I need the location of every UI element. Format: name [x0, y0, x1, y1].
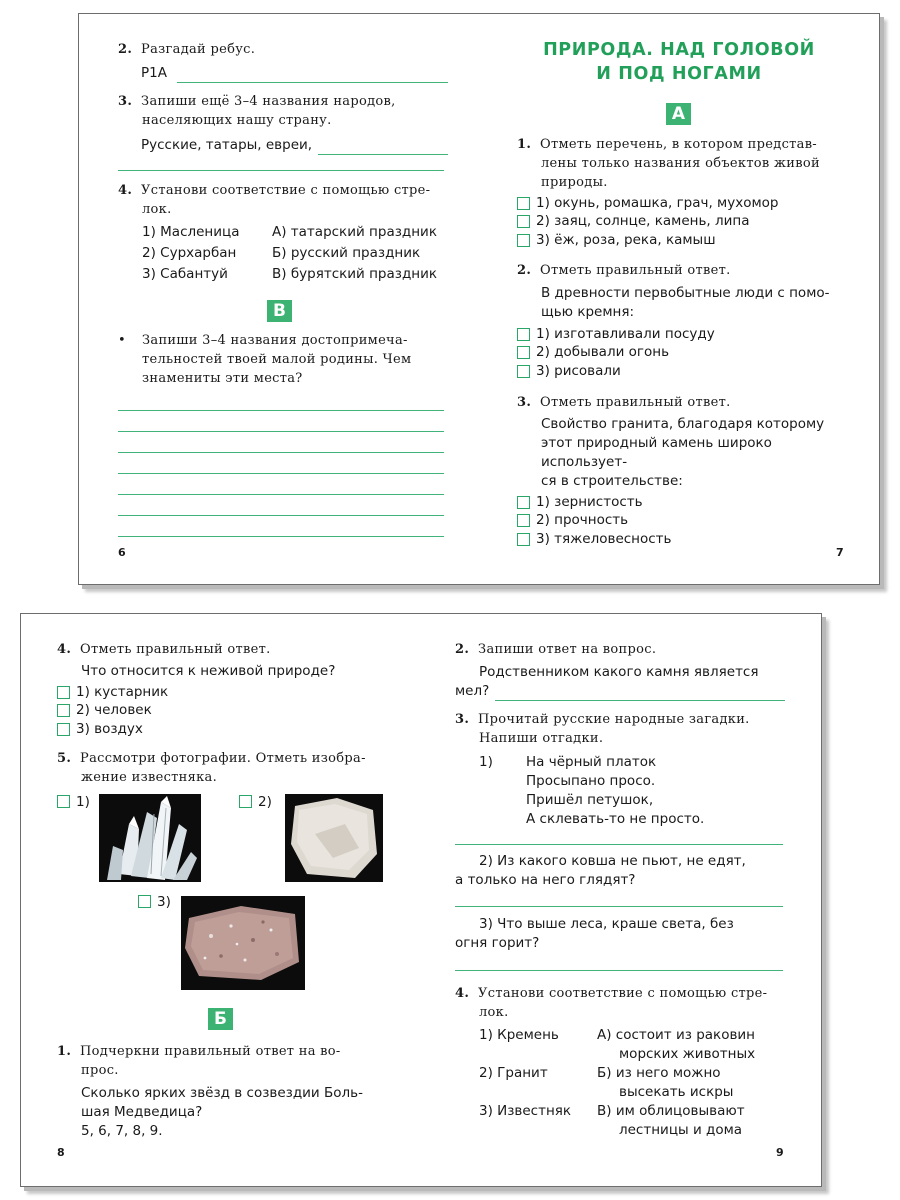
- top-spread: [78, 13, 880, 585]
- match-right-line: А) состоит из раковин: [597, 1027, 756, 1043]
- question-text: лены только названия объектов живой: [541, 156, 820, 171]
- option-label: 2): [258, 794, 272, 810]
- section-badge-a: А: [666, 103, 691, 125]
- question-text: тельностей твоей малой родины. Чем: [142, 352, 412, 367]
- question-text: шая Медведица?: [81, 1104, 203, 1120]
- question-4: [455, 984, 790, 1140]
- checkbox[interactable]: [138, 895, 151, 908]
- match-right-item: В) бурятский праздник: [272, 266, 438, 282]
- question-2: [517, 261, 847, 381]
- question-2: [455, 640, 785, 701]
- option-label: 2) заяц, солнце, камень, липа: [536, 213, 750, 230]
- option-row[interactable]: [57, 720, 387, 739]
- option-row[interactable]: [57, 683, 387, 702]
- question-number: 4.: [57, 642, 72, 657]
- match-left-item: 1) Масленица: [142, 224, 240, 240]
- checkbox[interactable]: [57, 795, 70, 808]
- question-5: [57, 749, 387, 787]
- question-1: [517, 135, 847, 250]
- answer-line[interactable]: [118, 473, 444, 474]
- question-text: Рассмотри фотографии. Отметь изобра-: [80, 751, 366, 766]
- match-left-item: 3) Известняк: [479, 1103, 572, 1119]
- question-text: ся в строительстве:: [541, 473, 683, 489]
- question-number: 4.: [118, 183, 133, 198]
- riddle-1: [526, 753, 704, 829]
- question-text: Что относится к неживой природе?: [81, 663, 336, 679]
- option-label: 3) рисовали: [536, 362, 621, 379]
- answer-line[interactable]: [118, 494, 444, 495]
- checkbox[interactable]: [517, 514, 530, 527]
- option-label: 1) изготавливали посуду: [536, 325, 715, 342]
- question-3: [118, 92, 448, 155]
- question-2: [118, 40, 448, 83]
- question-text: природы.: [541, 175, 608, 190]
- answer-line[interactable]: [118, 410, 444, 411]
- answer-line[interactable]: [455, 970, 783, 971]
- riddle-line: огня горит?: [455, 935, 540, 951]
- option-row[interactable]: [517, 362, 847, 381]
- question-number: 2.: [118, 42, 133, 57]
- checkbox[interactable]: [517, 197, 530, 210]
- page-9: [421, 614, 821, 1186]
- match-right-line: В) им облицовывают: [597, 1103, 745, 1119]
- question-text: прос.: [81, 1063, 119, 1078]
- bullet-icon: •: [118, 333, 126, 348]
- checkbox[interactable]: [517, 365, 530, 378]
- granite-photo: [181, 896, 305, 990]
- question-text: лок.: [142, 202, 172, 217]
- question-text: этот природный камень широко использует-: [541, 435, 772, 470]
- answer-line[interactable]: [118, 536, 444, 537]
- option-row[interactable]: [517, 325, 847, 344]
- option-label: 1) окунь, ромашка, грач, мухомор: [536, 194, 779, 211]
- checkbox[interactable]: [239, 795, 252, 808]
- title-line: ПРИРОДА. НАД ГОЛОВОЙ: [543, 40, 815, 60]
- option-label: 3): [157, 894, 171, 910]
- riddle-line: 2) Из какого ковша не пьют, не едят,: [479, 853, 746, 869]
- match-right-item: А) татарский праздник: [272, 224, 437, 240]
- match-right-line: лестницы и дома: [619, 1122, 743, 1138]
- question-text: Разгадай ребус.: [141, 42, 256, 57]
- option-row[interactable]: [517, 493, 847, 512]
- answer-line[interactable]: [118, 515, 444, 516]
- rebus: Р1А: [141, 65, 167, 81]
- question-b1: [57, 1042, 387, 1141]
- question-text: Свойство гранита, благодаря которому: [541, 416, 825, 432]
- checkbox[interactable]: [517, 496, 530, 509]
- page-title: [509, 38, 849, 86]
- riddle-number: 1): [479, 754, 493, 770]
- question-4: [118, 181, 453, 284]
- question-text: жение известняка.: [81, 770, 218, 785]
- question-text: щью кремня:: [541, 304, 635, 320]
- riddle-line: а только на него глядят?: [455, 872, 636, 888]
- answer-line[interactable]: [118, 431, 444, 432]
- riddle-line: Просыпано просо.: [526, 773, 656, 789]
- question-3: [517, 393, 847, 549]
- checkbox[interactable]: [517, 234, 530, 247]
- match-left-item: 2) Гранит: [479, 1065, 548, 1081]
- option-label: 3) воздух: [76, 720, 143, 737]
- checkbox[interactable]: [57, 723, 70, 736]
- question-text: Отметь правильный ответ.: [540, 395, 731, 410]
- bottom-spread: [20, 613, 822, 1187]
- page-number: 7: [836, 546, 844, 559]
- question-text: лок.: [479, 1005, 509, 1020]
- riddle-line: На чёрный платок: [526, 754, 657, 770]
- option-label: 3) ёж, роза, река, камыш: [536, 231, 716, 248]
- question-number: 2.: [517, 263, 532, 278]
- riddle-line: 3) Что выше леса, краше света, без: [479, 916, 734, 932]
- page-number: 9: [776, 1146, 784, 1159]
- bullet-task: [118, 331, 448, 388]
- section-badge-v: В: [267, 300, 292, 322]
- match-right-item: [597, 1026, 797, 1064]
- limestone-photo: [285, 794, 383, 882]
- question-number: 2.: [455, 642, 470, 657]
- question-text: Отметь правильный ответ.: [540, 263, 731, 278]
- question-text: мел?: [455, 683, 490, 699]
- question-text: Сколько ярких звёзд в созвездии Боль-: [81, 1085, 363, 1101]
- answer-line[interactable]: [455, 844, 783, 845]
- granite-icon: [181, 896, 305, 990]
- quartz-crystal-photo: [99, 794, 201, 882]
- option-row[interactable]: [517, 231, 847, 250]
- answer-example: Русские, татары, евреи,: [141, 137, 313, 153]
- match-left-item: 1) Кремень: [479, 1027, 559, 1043]
- question-number: 3.: [517, 395, 532, 410]
- option-row[interactable]: [517, 194, 847, 213]
- checkbox[interactable]: [517, 346, 530, 359]
- option-row[interactable]: [57, 702, 387, 721]
- answer-line[interactable]: [118, 452, 444, 453]
- checkbox[interactable]: [57, 686, 70, 699]
- question-text: Напиши отгадки.: [479, 731, 604, 746]
- option-label: 1) кустарник: [76, 683, 169, 700]
- riddle-line: Пришёл петушок,: [526, 792, 654, 808]
- question-text: Запиши ответ на вопрос.: [478, 642, 657, 657]
- section-badge-b: Б: [208, 1008, 233, 1030]
- match-right-item: Б) русский праздник: [272, 245, 421, 261]
- question-4: [57, 640, 387, 739]
- question-text: Запиши 3–4 названия достопримеча-: [142, 333, 408, 348]
- photo-option-3[interactable]: [138, 893, 171, 912]
- checkbox[interactable]: [517, 215, 530, 228]
- limestone-icon: [285, 794, 383, 882]
- checkbox[interactable]: [517, 328, 530, 341]
- question-number: 1.: [517, 137, 532, 152]
- option-label: 1): [76, 794, 90, 810]
- page-7: [479, 14, 879, 584]
- riddle-2: [455, 852, 783, 890]
- option-row[interactable]: [517, 213, 847, 232]
- option-row[interactable]: [517, 344, 847, 363]
- photo-option-1[interactable]: [57, 793, 90, 812]
- option-row[interactable]: [517, 530, 847, 549]
- photo-option-2[interactable]: [239, 793, 272, 812]
- match-right-item: [597, 1102, 797, 1140]
- option-label: 1) зернистость: [536, 493, 643, 510]
- question-text: Отметь правильный ответ.: [80, 642, 271, 657]
- question-number: 1.: [57, 1044, 72, 1059]
- answer-line[interactable]: [455, 906, 783, 907]
- question-text: знамениты эти места?: [142, 371, 303, 386]
- answer-line[interactable]: [118, 170, 444, 171]
- riddle-line: А склевать-то не просто.: [526, 811, 705, 827]
- match-right-line: Б) из него можно: [597, 1065, 721, 1081]
- answer-choices[interactable]: 5, 6, 7, 8, 9.: [81, 1123, 163, 1139]
- question-text: Запиши ещё 3–4 названия народов,: [141, 94, 396, 109]
- page-number: 8: [57, 1146, 65, 1159]
- answer-line[interactable]: [495, 686, 785, 701]
- option-label: 2) добывали огонь: [536, 344, 670, 361]
- question-text: Прочитай русские народные загадки.: [478, 712, 750, 727]
- question-number: 3.: [118, 94, 133, 109]
- match-right-line: морских животных: [619, 1046, 756, 1062]
- checkbox[interactable]: [57, 704, 70, 717]
- question-text: Родственником какого камня является: [479, 664, 759, 680]
- page-6: [79, 14, 479, 584]
- question-number: 5.: [57, 751, 72, 766]
- answer-line[interactable]: [318, 140, 448, 155]
- page-number: 6: [118, 546, 126, 559]
- question-text: Подчеркни правильный ответ на во-: [80, 1044, 341, 1059]
- quartz-crystal-icon: [99, 794, 201, 882]
- match-left-item: 2) Сурхарбан: [142, 245, 237, 261]
- option-label: 2) прочность: [536, 512, 629, 529]
- riddle-3: [455, 915, 783, 953]
- match-left-item: 3) Сабантуй: [142, 266, 228, 282]
- question-text: Отметь перечень, в котором представ-: [540, 137, 818, 152]
- question-3: [455, 710, 785, 829]
- answer-line[interactable]: [177, 68, 448, 83]
- title-line: И ПОД НОГАМИ: [596, 64, 762, 84]
- page-8: [21, 614, 421, 1186]
- question-text: населяющих нашу страну.: [142, 113, 332, 128]
- question-text: В древности первобытные люди с помо-: [541, 285, 830, 301]
- option-row[interactable]: [517, 512, 847, 531]
- option-label: 2) человек: [76, 702, 152, 719]
- question-number: 4.: [455, 986, 470, 1001]
- match-right-item: [597, 1064, 797, 1102]
- question-text: Установи соответствие с помощью стре-: [478, 986, 768, 1001]
- question-number: 3.: [455, 712, 470, 727]
- option-label: 3) тяжеловесность: [536, 530, 672, 547]
- match-right-line: высекать искры: [619, 1084, 734, 1100]
- question-text: Установи соответствие с помощью стре-: [141, 183, 431, 198]
- checkbox[interactable]: [517, 533, 530, 546]
